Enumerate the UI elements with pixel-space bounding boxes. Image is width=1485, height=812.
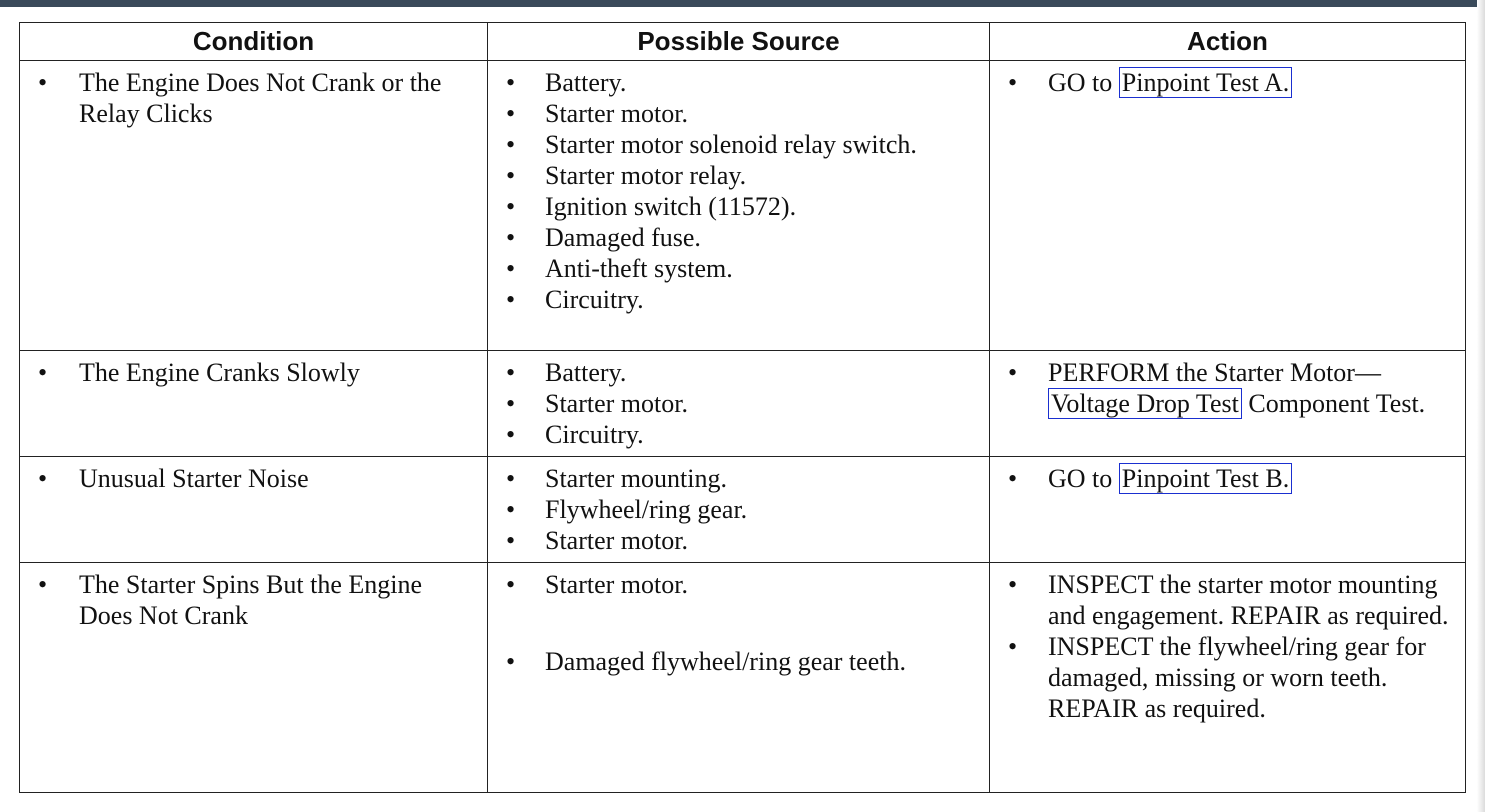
table-row <box>20 457 1466 563</box>
source-item: • Starter mounting. <box>496 463 981 494</box>
source-item: • Starter motor. <box>496 525 981 556</box>
source-item: • Anti-theft system. <box>496 253 981 284</box>
action-text-suffix: Component Test. <box>1241 389 1426 418</box>
source-item: • Battery. <box>496 357 981 388</box>
source-item: • Damaged flywheel/ring gear teeth. <box>496 646 981 677</box>
action-text: GO to <box>1048 68 1119 97</box>
source-item: • Starter motor solenoid relay switch. <box>496 129 981 160</box>
condition-text: • The Engine Does Not Crank or the Relay Clicks <box>28 67 479 129</box>
action-item: • INSPECT the starter motor mounting and engagement. REPAIR as required. <box>998 569 1457 631</box>
voltage-drop-test-link[interactable]: Voltage Drop Test <box>1048 388 1242 419</box>
source-item: • Starter motor. <box>496 98 981 129</box>
action-cell <box>990 563 1466 793</box>
source-item: • Circuitry. <box>496 419 981 450</box>
source-cell <box>488 457 990 563</box>
scrollbar-edge <box>1477 0 1485 812</box>
condition-text: • The Starter Spins But the Engine Does Not Crank <box>28 569 479 631</box>
window-top-bar <box>0 0 1485 7</box>
table-row <box>20 563 1466 793</box>
source-cell <box>488 563 990 793</box>
action-item: • INSPECT the flywheel/ring gear for damaged, missing or worn teeth. REPAIR as required. <box>998 631 1457 724</box>
source-item: • Starter motor. <box>496 569 981 600</box>
condition-cell <box>20 61 488 351</box>
table-row <box>20 351 1466 457</box>
action-item <box>998 67 1457 98</box>
source-item: • Damaged fuse. <box>496 222 981 253</box>
source-item: • Ignition switch (11572). <box>496 191 981 222</box>
table-row <box>20 61 1466 351</box>
condition-text: • The Engine Cranks Slowly <box>28 357 479 388</box>
action-cell <box>990 457 1466 563</box>
action-text: GO to <box>1048 464 1119 493</box>
pinpoint-test-b-link[interactable]: Pinpoint Test B. <box>1119 463 1292 494</box>
source-item: • Starter motor relay. <box>496 160 981 191</box>
header-condition: Condition <box>20 23 488 61</box>
header-possible-source: Possible Source <box>488 23 990 61</box>
source-item: • Starter motor. <box>496 388 981 419</box>
condition-cell <box>20 563 488 793</box>
source-item: • Flywheel/ring gear. <box>496 494 981 525</box>
source-cell <box>488 351 990 457</box>
action-item <box>998 463 1457 494</box>
source-cell <box>488 61 990 351</box>
source-item: • Circuitry. <box>496 284 981 315</box>
condition-cell <box>20 351 488 457</box>
action-item <box>998 357 1457 419</box>
action-cell <box>990 61 1466 351</box>
condition-text: • Unusual Starter Noise <box>28 463 479 494</box>
header-row <box>20 23 1466 61</box>
pinpoint-test-a-link[interactable]: Pinpoint Test A. <box>1119 67 1292 98</box>
source-item: • Battery. <box>496 67 981 98</box>
action-cell <box>990 351 1466 457</box>
condition-cell <box>20 457 488 563</box>
diagnosis-table <box>19 22 1466 793</box>
header-action: Action <box>990 23 1466 61</box>
action-text: PERFORM the Starter Motor— <box>1048 358 1381 387</box>
